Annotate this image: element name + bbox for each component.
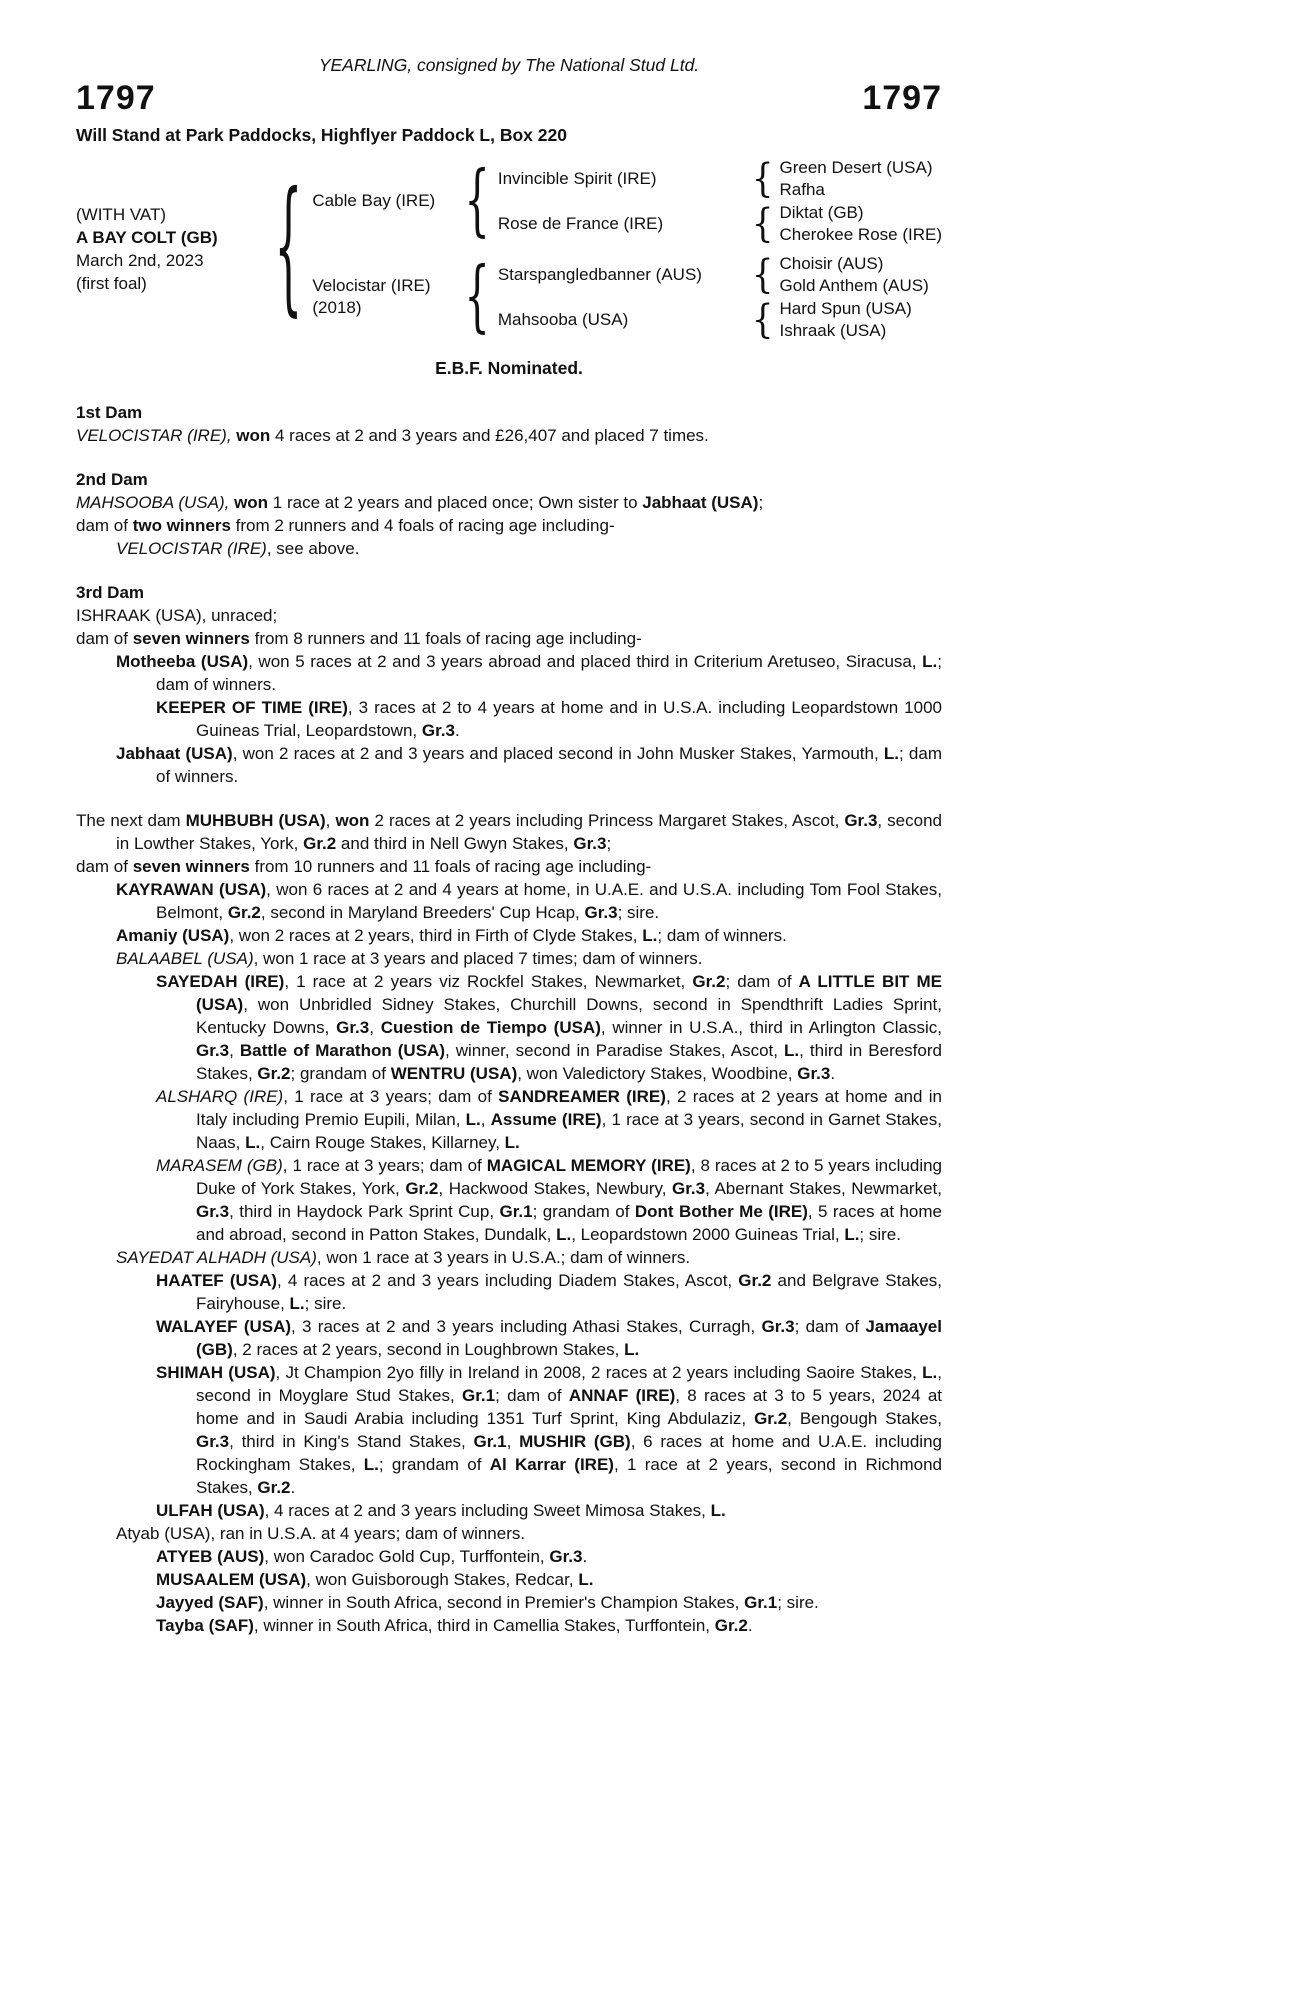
text-segment: and Belgrave Stakes, Fairyhouse, bbox=[196, 1271, 942, 1313]
text-segment: , 1 race at 2 years, second in Richmond Stakes, bbox=[196, 1455, 942, 1497]
text-segment: , second in Moyglare Stud Stakes, bbox=[196, 1363, 942, 1405]
horse-details bbox=[76, 203, 268, 295]
great-granddam-name: Gold Anthem (AUS) bbox=[779, 275, 929, 295]
grandsire-parents bbox=[779, 157, 932, 200]
pedigree-paragraph bbox=[76, 491, 942, 514]
text-segment: from 8 runners and 11 foals of racing age including- bbox=[249, 629, 642, 648]
text-segment: , winner in U.S.A., third in Arlington Classic, bbox=[600, 1018, 943, 1037]
pedigree-paragraph bbox=[76, 855, 942, 878]
pedigree-paragraph bbox=[76, 650, 942, 696]
pedigree-paragraph bbox=[76, 1269, 942, 1315]
text-segment: Gr.1 bbox=[473, 1432, 507, 1451]
text-segment: , bbox=[506, 1432, 520, 1451]
pedigree-paragraph bbox=[76, 878, 942, 924]
dam-section-heading: 2nd Dam bbox=[76, 470, 148, 489]
text-segment: KAYRAWAN (USA) bbox=[116, 880, 267, 899]
text-segment: Gr.3 bbox=[672, 1179, 706, 1198]
text-segment: ATYEB (AUS) bbox=[156, 1547, 265, 1566]
horse-foal-note: (first foal) bbox=[76, 274, 147, 293]
text-segment: , third in Beresford Stakes, bbox=[196, 1041, 942, 1083]
text-segment: two winners bbox=[132, 516, 231, 535]
text-segment: , winner, second in Paradise Stakes, Ascot, bbox=[444, 1041, 785, 1060]
text-segment: , won Caradoc Gold Cup, Turffontein, bbox=[264, 1547, 550, 1566]
text-segment: Gr.2 bbox=[738, 1271, 772, 1290]
text-segment: L. bbox=[289, 1294, 305, 1313]
text-segment: . bbox=[454, 721, 460, 740]
text-segment: , 5 races at home and abroad, second in Patton Stakes, Dundalk, bbox=[196, 1202, 943, 1244]
text-segment: , won 2 races at 2 years, third in Firth of Clyde Stakes, bbox=[229, 926, 643, 945]
pedigree-paragraph bbox=[76, 514, 942, 537]
text-segment: MAGICAL MEMORY (IRE) bbox=[486, 1156, 691, 1175]
text-segment: . bbox=[582, 1547, 588, 1566]
text-segment: Jabhaat (USA) bbox=[642, 493, 759, 512]
text-segment: seven winners bbox=[132, 629, 250, 648]
granddam-brace: { bbox=[751, 200, 774, 247]
text-segment: Motheeba (USA) bbox=[116, 652, 249, 671]
granddam-group bbox=[498, 298, 929, 341]
text-segment: , 8 races at 2 to 5 years including Duke of York Stakes, York, bbox=[196, 1156, 943, 1198]
text-segment: Gr.3 bbox=[196, 1202, 230, 1221]
text-segment: Al Karrar (IRE) bbox=[489, 1455, 614, 1474]
pedigree-paragraph bbox=[76, 1246, 942, 1269]
text-segment: Gr.1 bbox=[744, 1593, 778, 1612]
text-segment: , winner in South Africa, third in Camellia Stakes, Turffontein, bbox=[253, 1616, 715, 1635]
text-segment: Gr.3 bbox=[584, 903, 618, 922]
pedigree-parents bbox=[312, 157, 942, 341]
grandsire-parents bbox=[779, 253, 928, 296]
text-segment: . bbox=[290, 1478, 296, 1497]
text-segment: ; dam of bbox=[725, 972, 799, 991]
text-segment: A LITTLE BIT ME (USA) bbox=[196, 972, 943, 1014]
text-segment: . bbox=[830, 1064, 836, 1083]
pedigree-paragraph bbox=[76, 604, 942, 627]
text-segment: ULFAH (USA) bbox=[156, 1501, 265, 1520]
text-segment: , 3 races at 2 to 4 years at home and in U.S.A. including Leopardstown 1000 Guineas Trial, Leopardstown, bbox=[196, 698, 942, 740]
grandsire-brace: { bbox=[751, 155, 774, 202]
text-segment: Atyab (USA), ran in U.S.A. at 4 years; dam of winners. bbox=[116, 1524, 526, 1543]
pedigree-paragraph bbox=[76, 1522, 942, 1545]
text-segment: Gr.2 bbox=[692, 972, 726, 991]
pedigree-paragraph bbox=[76, 970, 942, 1085]
text-segment: , won 1 race at 3 years and placed 7 times; dam of winners. bbox=[253, 949, 703, 968]
text-segment: L. bbox=[624, 1340, 640, 1359]
pedigree-paragraph bbox=[76, 809, 942, 855]
pedigree-paragraph bbox=[76, 947, 942, 970]
text-segment: Gr.1 bbox=[461, 1386, 496, 1405]
text-segment: 1 race at 2 years and placed once; Own sister to bbox=[268, 493, 643, 512]
grandsire-name: Starspangledbanner (AUS) bbox=[497, 265, 702, 284]
pedigree-paragraph bbox=[76, 742, 942, 788]
text-segment: ; dam of bbox=[794, 1317, 866, 1336]
dam-section-heading: 3rd Dam bbox=[76, 583, 145, 602]
text-segment: 4 races at 2 and 3 years and £26,407 and placed 7 times. bbox=[270, 426, 709, 445]
granddam-parents bbox=[779, 202, 942, 245]
dam-year: (2018) bbox=[312, 298, 362, 317]
ebf-nominated-line: E.B.F. Nominated. bbox=[435, 358, 583, 378]
text-segment: Cuestion de Tiempo (USA) bbox=[380, 1018, 601, 1037]
pedigree-paragraph bbox=[76, 924, 942, 947]
text-segment: L. bbox=[784, 1041, 800, 1060]
text-segment: L. bbox=[710, 1501, 726, 1520]
text-segment: Tayba (SAF) bbox=[156, 1616, 254, 1635]
horse-foaling-date: March 2nd, 2023 bbox=[76, 251, 204, 270]
grandsire-brace: { bbox=[751, 251, 774, 298]
pedigree-paragraph bbox=[76, 424, 942, 447]
lot-number-row bbox=[76, 80, 942, 116]
text-segment: won bbox=[236, 426, 271, 445]
text-segment: , won 6 races at 2 and 4 years at home, in U.A.E. and U.S.A. including Tom Fool Stakes, Belmont, bbox=[156, 880, 942, 922]
text-segment: , 1 race at 3 years, second in Garnet Stakes, Naas, bbox=[196, 1110, 942, 1152]
catalogue-page bbox=[76, 0, 942, 1637]
text-segment: Gr.3 bbox=[196, 1041, 230, 1060]
text-segment: , won Valedictory Stakes, Woodbine, bbox=[517, 1064, 798, 1083]
text-segment: ; dam of bbox=[495, 1386, 569, 1405]
grandsire-name: Invincible Spirit (IRE) bbox=[497, 169, 657, 188]
text-segment: , won 5 races at 2 and 3 years abroad and placed third in Criterium Aretuseo, Siracusa, bbox=[248, 652, 923, 671]
dam-name: Velocistar (IRE) bbox=[312, 276, 431, 295]
text-segment: ; bbox=[606, 834, 612, 853]
text-segment: MUSHIR (GB) bbox=[519, 1432, 631, 1451]
text-segment: ISHRAAK (USA), unraced; bbox=[76, 606, 278, 625]
text-segment: WALAYEF (USA) bbox=[156, 1317, 292, 1336]
dam-grandparents bbox=[498, 253, 929, 341]
text-segment: Gr.1 bbox=[499, 1202, 533, 1221]
lot-number-right: 1797 bbox=[862, 79, 942, 117]
text-segment: Dont Bother Me (IRE) bbox=[634, 1202, 808, 1221]
dam-section-heading: 1st Dam bbox=[76, 403, 143, 422]
text-segment: BALAABEL (USA) bbox=[116, 949, 254, 968]
text-segment: ; sire. bbox=[617, 903, 660, 922]
text-segment: SHIMAH (USA) bbox=[156, 1363, 276, 1382]
text-segment: from 2 runners and 4 foals of racing age including- bbox=[230, 516, 615, 535]
consignment-line: YEARLING, consigned by The National Stud Ltd. bbox=[318, 55, 700, 75]
text-segment: L. bbox=[642, 926, 658, 945]
stand-location-line: Will Stand at Park Paddocks, Highflyer Paddock L, Box 220 bbox=[76, 125, 567, 145]
text-segment: ANNAF (IRE) bbox=[568, 1386, 676, 1405]
text-segment: SAYEDAH (IRE) bbox=[156, 972, 285, 991]
sire-grandparents bbox=[498, 157, 942, 245]
granddam-group bbox=[498, 202, 942, 245]
text-segment: Gr.3 bbox=[336, 1018, 370, 1037]
vat-note: (WITH VAT) bbox=[76, 205, 167, 224]
text-segment: ; sire. bbox=[304, 1294, 347, 1313]
text-segment: ; bbox=[758, 493, 764, 512]
text-segment: , won 1 race at 3 years in U.S.A.; dam of winners. bbox=[316, 1248, 691, 1267]
text-segment: L. bbox=[504, 1133, 520, 1152]
great-grandsire-name: Diktat (GB) bbox=[779, 203, 864, 222]
text-segment: ; dam of winners. bbox=[156, 652, 942, 694]
text-segment: L. bbox=[578, 1570, 594, 1589]
text-segment: Gr.3 bbox=[797, 1064, 831, 1083]
text-segment: MUSAALEM (USA) bbox=[156, 1570, 307, 1589]
text-segment: HAATEF (USA) bbox=[156, 1271, 278, 1290]
text-segment: SAYEDAT ALHADH (USA) bbox=[116, 1248, 317, 1267]
pedigree-paragraph bbox=[76, 1315, 942, 1361]
text-segment: , second in Lowther Stakes, York, bbox=[116, 811, 942, 853]
text-segment: Gr.2 bbox=[227, 903, 261, 922]
text-segment: Amaniy (USA) bbox=[116, 926, 230, 945]
text-segment: MAHSOOBA (USA), bbox=[76, 493, 235, 512]
pedigree-paragraph bbox=[76, 1085, 942, 1154]
text-segment: The next dam bbox=[76, 811, 186, 830]
text-segment: from 10 runners and 11 foals of racing age including- bbox=[249, 857, 652, 876]
grandsire-group bbox=[498, 157, 942, 200]
granddam-name: Mahsooba (USA) bbox=[497, 310, 629, 329]
pedigree-paragraph bbox=[76, 627, 942, 650]
text-segment: ; grandam of bbox=[532, 1202, 635, 1221]
pedigree-main-brace: { bbox=[274, 163, 303, 332]
sire-name: Cable Bay (IRE) bbox=[312, 191, 436, 210]
text-segment: Gr.2 bbox=[754, 1409, 788, 1428]
text-segment: ALSHARQ (IRE) bbox=[156, 1087, 284, 1106]
text-segment: . bbox=[747, 1616, 753, 1635]
text-segment: WENTRU (USA) bbox=[390, 1064, 518, 1083]
text-segment: seven winners bbox=[132, 857, 250, 876]
pedigree-paragraph bbox=[76, 1614, 942, 1637]
horse-name: A BAY COLT (GB) bbox=[76, 228, 218, 247]
text-segment: Gr.3 bbox=[844, 811, 878, 830]
text-segment: Jabhaat (USA) bbox=[116, 744, 233, 763]
text-segment: , 1 race at 3 years; dam of bbox=[282, 1156, 487, 1175]
text-segment: , bbox=[480, 1110, 491, 1129]
text-segment: , bbox=[369, 1018, 381, 1037]
grandsire-group bbox=[498, 253, 929, 296]
great-granddam-name: Ishraak (USA) bbox=[779, 320, 887, 340]
text-segment: ; dam of winners. bbox=[657, 926, 787, 945]
pedigree-chart bbox=[76, 157, 942, 341]
text-segment: , bbox=[229, 1041, 240, 1060]
text-segment: Gr.2 bbox=[303, 834, 337, 853]
text-segment: , 6 races at home and U.A.E. including Rockingham Stakes, bbox=[196, 1432, 942, 1474]
pedigree-paragraph bbox=[76, 1568, 942, 1591]
great-granddam-name: Cherokee Rose (IRE) bbox=[779, 224, 942, 244]
text-segment: , bbox=[325, 811, 336, 830]
text-segment: and third in Nell Gwyn Stakes, bbox=[336, 834, 574, 853]
pedigree-paragraph bbox=[76, 1545, 942, 1568]
granddam-name: Rose de France (IRE) bbox=[497, 214, 664, 233]
great-granddam-name: Rafha bbox=[779, 179, 825, 199]
text-segment: , 2 races at 2 years at home and in Italy including Premio Eupili, Milan, bbox=[196, 1087, 942, 1129]
catalogue-body bbox=[76, 401, 942, 1637]
text-segment: won bbox=[335, 811, 370, 830]
dam-name-cell bbox=[312, 275, 462, 319]
great-grandsire-name: Choisir (AUS) bbox=[779, 254, 884, 273]
text-segment: , won Unbridled Sidney Stakes, Churchill Downs, second in Spendthrift Ladies Sprint, Kentucky Downs, bbox=[196, 995, 942, 1037]
text-segment: , 8 races at 3 to 5 years, 2024 at home and in Saudi Arabia including 1351 Turf Sprint, King Abdulaziz, bbox=[196, 1386, 942, 1428]
text-segment: , Leopardstown 2000 Guineas Trial, bbox=[571, 1225, 845, 1244]
pedigree-paragraph bbox=[76, 537, 942, 560]
text-segment: VELOCISTAR (IRE), bbox=[76, 426, 237, 445]
great-grandsire-name: Green Desert (USA) bbox=[779, 158, 933, 177]
text-segment: Gr.2 bbox=[714, 1616, 748, 1635]
text-segment: L. bbox=[844, 1225, 860, 1244]
granddam-brace: { bbox=[751, 296, 774, 343]
text-segment: , 2 races at 2 years, second in Loughbrown Stakes, bbox=[232, 1340, 625, 1359]
text-segment: ; grandam of bbox=[290, 1064, 391, 1083]
text-segment: , won Guisborough Stakes, Redcar, bbox=[306, 1570, 579, 1589]
text-segment: Battle of Marathon (USA) bbox=[239, 1041, 445, 1060]
text-segment: , second in Maryland Breeders' Cup Hcap, bbox=[260, 903, 585, 922]
text-segment: L. bbox=[465, 1110, 481, 1129]
text-segment: , Cairn Rouge Stakes, Killarney, bbox=[260, 1133, 505, 1152]
text-segment: , Jt Champion 2yo filly in Ireland in 2008, 2 races at 2 years including Saoire Stakes, bbox=[275, 1363, 923, 1382]
text-segment: , 4 races at 2 and 3 years including Sweet Mimosa Stakes, bbox=[264, 1501, 711, 1520]
pedigree-paragraph bbox=[76, 1591, 942, 1614]
lot-number-left: 1797 bbox=[76, 79, 156, 117]
text-segment: , Hackwood Stakes, Newbury, bbox=[438, 1179, 673, 1198]
text-segment: , third in Haydock Park Sprint Cup, bbox=[229, 1202, 500, 1221]
text-segment: VELOCISTAR (IRE) bbox=[116, 539, 267, 558]
text-segment: Gr.3 bbox=[196, 1432, 230, 1451]
text-segment: Assume (IRE) bbox=[490, 1110, 602, 1129]
text-segment: Gr.3 bbox=[573, 834, 607, 853]
pedigree-paragraph bbox=[76, 696, 942, 742]
text-segment: , Abernant Stakes, Newmarket, bbox=[705, 1179, 942, 1198]
sire-brace: { bbox=[464, 156, 490, 246]
text-segment: , 1 race at 2 years viz Rockfel Stakes, Newmarket, bbox=[284, 972, 693, 991]
text-segment: Gr.2 bbox=[405, 1179, 439, 1198]
text-segment: ; grandam of bbox=[378, 1455, 490, 1474]
text-segment: Jayyed (SAF) bbox=[156, 1593, 264, 1612]
text-segment: Gr.3 bbox=[549, 1547, 583, 1566]
text-segment: , 3 races at 2 and 3 years including Athasi Stakes, Curragh, bbox=[291, 1317, 762, 1336]
text-segment: won bbox=[234, 493, 269, 512]
text-segment: Jamaayel (GB) bbox=[196, 1317, 942, 1359]
text-segment: , 4 races at 2 and 3 years including Diadem Stakes, Ascot, bbox=[277, 1271, 739, 1290]
text-segment: , Bengough Stakes, bbox=[787, 1409, 943, 1428]
granddam-parents bbox=[779, 298, 911, 341]
pedigree-paragraph bbox=[76, 1499, 942, 1522]
text-segment: ; sire. bbox=[859, 1225, 901, 1244]
text-segment: , 1 race at 3 years; dam of bbox=[283, 1087, 499, 1106]
pedigree-paragraph bbox=[76, 1154, 942, 1246]
text-segment: dam of bbox=[76, 629, 133, 648]
text-segment: SANDREAMER (IRE) bbox=[498, 1087, 666, 1106]
text-segment: L. bbox=[883, 744, 899, 763]
text-segment: KEEPER OF TIME (IRE) bbox=[156, 698, 348, 717]
sire-group bbox=[312, 157, 942, 245]
text-segment: MARASEM (GB) bbox=[156, 1156, 283, 1175]
dam-group bbox=[312, 253, 942, 341]
text-segment: L. bbox=[556, 1225, 572, 1244]
text-segment: , see above. bbox=[266, 539, 360, 558]
text-segment: L. bbox=[363, 1455, 379, 1474]
text-segment: L. bbox=[245, 1133, 261, 1152]
text-segment: , won 2 races at 2 and 3 years and placed second in John Musker Stakes, Yarmouth, bbox=[232, 744, 884, 763]
text-segment: Gr.2 bbox=[257, 1478, 291, 1497]
text-segment: , third in King's Stand Stakes, bbox=[229, 1432, 474, 1451]
text-segment: ; sire. bbox=[777, 1593, 819, 1612]
text-segment: ; dam of winners. bbox=[156, 744, 943, 786]
pedigree-paragraph bbox=[76, 1361, 942, 1499]
text-segment: 2 races at 2 years including Princess Margaret Stakes, Ascot, bbox=[369, 811, 845, 830]
text-segment: Gr.2 bbox=[257, 1064, 291, 1083]
text-segment: L. bbox=[922, 1363, 938, 1382]
text-segment: Gr.3 bbox=[761, 1317, 795, 1336]
text-segment: MUHBUBH (USA) bbox=[185, 811, 326, 830]
text-segment: Gr.3 bbox=[421, 721, 455, 740]
great-grandsire-name: Hard Spun (USA) bbox=[779, 299, 912, 318]
text-segment: dam of bbox=[76, 516, 133, 535]
text-segment: L. bbox=[922, 652, 938, 671]
dam-brace: { bbox=[464, 252, 490, 342]
text-segment: , winner in South Africa, second in Premier's Champion Stakes, bbox=[263, 1593, 745, 1612]
text-segment: dam of bbox=[76, 857, 133, 876]
